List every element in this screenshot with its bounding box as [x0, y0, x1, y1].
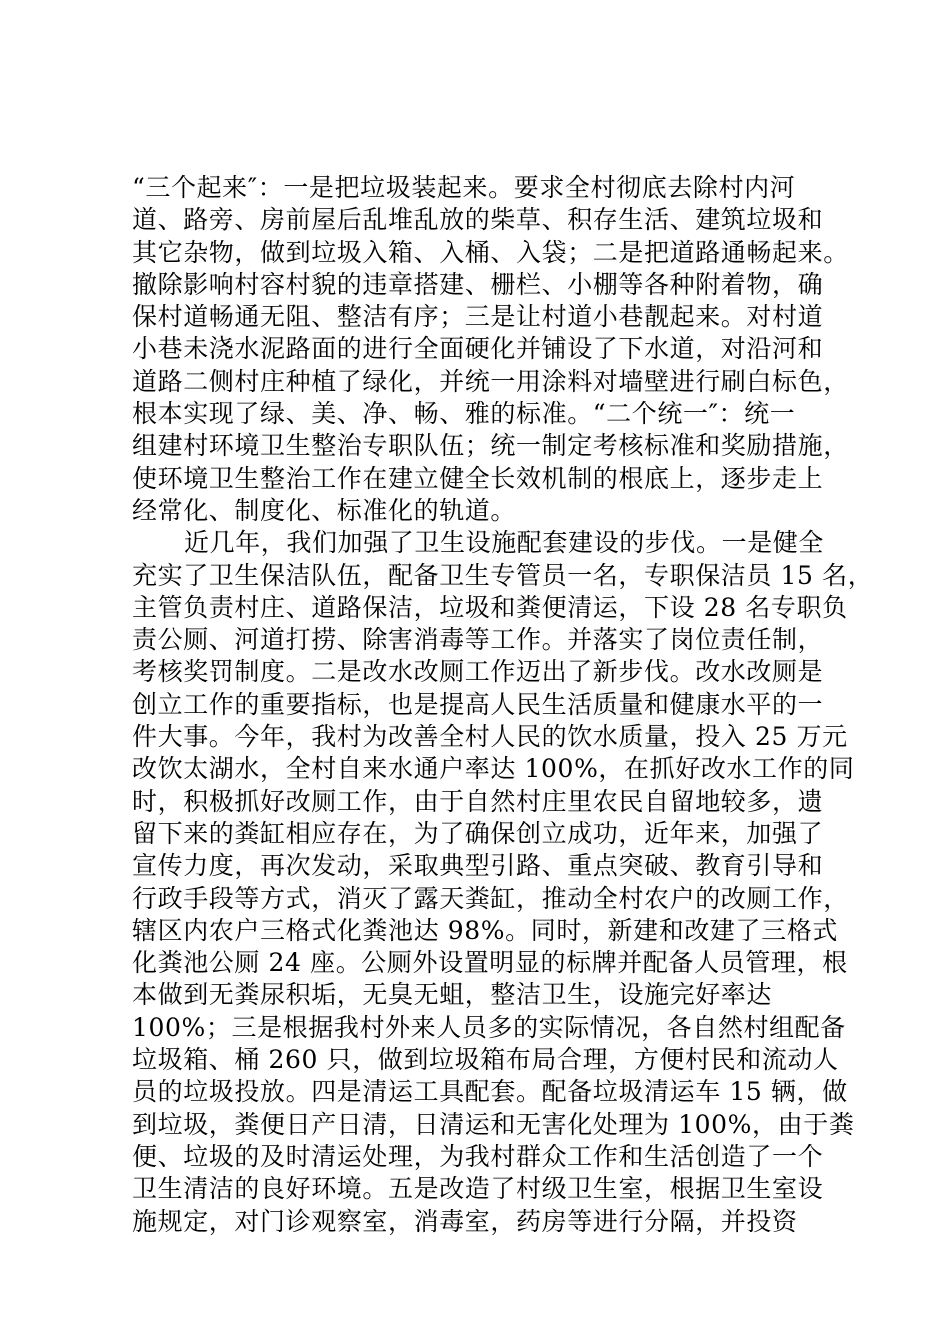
- text-line: 保村道畅通无阻、整洁有序；三是让村道小巷靓起来。对村道: [132, 302, 824, 332]
- document-body: [132, 172, 874, 1238]
- text-line: 近几年，我们加强了卫生设施配套建设的步伐。一是健全: [184, 528, 825, 558]
- paragraph-2: [132, 527, 874, 1238]
- text-line: 施规定，对门诊观察室，消毒室，药房等进行分隔，并投资: [132, 1206, 798, 1236]
- text-line: 留下来的粪缸相应存在，为了确保创立成功，近年来，加强了: [132, 818, 824, 848]
- paragraph-1: [132, 172, 849, 527]
- text-line: 道路二侧村庄种植了绿化，并统一用涂料对墙壁进行刷白标色，: [132, 366, 849, 396]
- text-line: 垃圾箱、桶 260 只，做到垃圾箱布局合理，方便村民和流动人: [132, 1045, 839, 1075]
- text-line: 便、垃圾的及时清运处理，为我村群众工作和生活创造了一个: [132, 1141, 824, 1171]
- text-line: “三个起来″：一是把垃圾装起来。要求全村彻底去除村内河: [132, 173, 796, 202]
- text-line: 件大事。今年，我村为改善全村人民的饮水质量，投入 25 万元: [132, 722, 848, 752]
- text-line: 改饮太湖水，全村自来水通户率达 100%，在抓好改水工作的同: [132, 754, 855, 784]
- text-line: 创立工作的重要指标，也是提高人民生活质量和健康水平的一: [132, 689, 824, 719]
- text-line: 行政手段等方式，消灭了露天粪缸，推动全村农户的改厕工作，: [132, 883, 849, 913]
- text-line: 本做到无粪尿积垢，无臭无蛆，整洁卫生，设施完好率达: [132, 980, 773, 1010]
- text-line: 员的垃圾投放。四是清运工具配套。配备垃圾清运车 15 辆，做: [132, 1077, 848, 1107]
- text-line: 道、路旁、房前屋后乱堆乱放的柴草、积存生活、建筑垃圾和: [132, 205, 824, 235]
- text-line: 经常化、制度化、标准化的轨道。: [132, 495, 517, 525]
- text-line: 宣传力度，再次发动，采取典型引路、重点突破、教育引导和: [132, 851, 824, 881]
- text-line: 充实了卫生保洁队伍，配备卫生专管员一名，专职保洁员 15 名，: [132, 560, 874, 590]
- text-line: 考核奖罚制度。二是改水改厕工作迈出了新步伐。改水改厕是: [132, 657, 824, 687]
- text-line: 卫生清洁的良好环境。五是改造了村级卫生室，根据卫生室设: [132, 1174, 824, 1204]
- text-line: 100%；三是根据我村外来人员多的实际情况，各自然村组配备: [132, 1012, 846, 1042]
- text-line: 时，积极抓好改厕工作，由于自然村庄里农民自留地较多，遗: [132, 786, 824, 816]
- text-line: 小巷未浇水泥路面的进行全面硬化并铺设了下水道，对沿河和: [132, 334, 824, 364]
- text-line: 化粪池公厕 24 座。公厕外设置明显的标牌并配备人员管理，根: [132, 948, 848, 978]
- text-line: 辖区内农户三格式化粪池达 98%。同时，新建和改建了三格式: [132, 915, 838, 945]
- text-line: 根本实现了绿、美、净、畅、雅的标准。“二个统一″：统一: [132, 399, 796, 429]
- text-line: 组建村环境卫生整治专职队伍；统一制定考核标准和奖励措施，: [132, 431, 849, 461]
- text-line: 主管负责村庄、道路保洁，垃圾和粪便清运，下设 28 名专职负: [132, 592, 848, 622]
- text-line: 其它杂物，做到垃圾入箱、入桶、入袋；二是把道路通畅起来。: [132, 237, 849, 267]
- text-line: 使环境卫生整治工作在建立健全长效机制的根底上，逐步走上: [132, 463, 824, 493]
- text-line: 责公厕、河道打捞、除害消毒等工作。并落实了岗位责任制，: [132, 625, 824, 655]
- text-line: 撤除影响村容村貌的违章搭建、栅栏、小棚等各种附着物，确: [132, 269, 824, 299]
- text-line: 到垃圾，粪便日产日清，日清运和无害化处理为 100%，由于粪: [132, 1109, 855, 1139]
